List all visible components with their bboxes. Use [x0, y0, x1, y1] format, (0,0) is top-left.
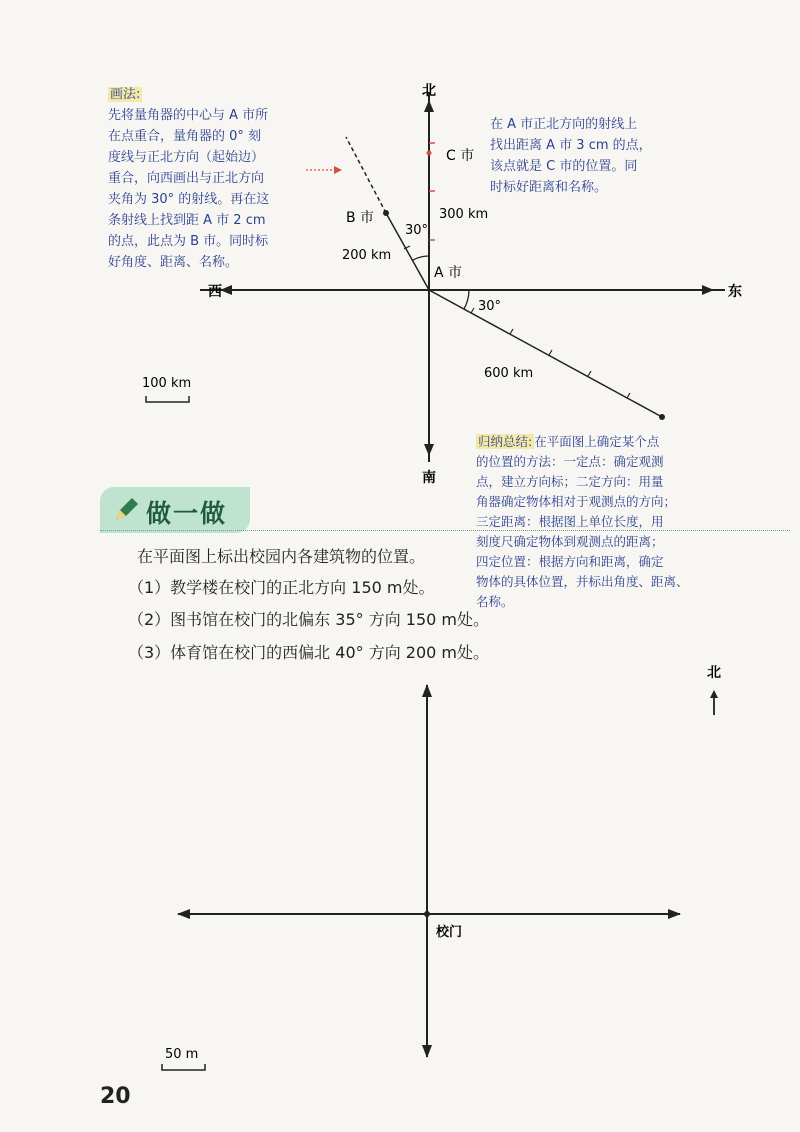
compass-arrow-head — [710, 690, 718, 698]
scale-label-2: 50 m — [165, 1047, 199, 1062]
campus-west-arrow — [177, 909, 190, 919]
summary-note-line: 三定距离：根据图上单位长度，用 — [476, 514, 664, 529]
campus-east-arrow — [668, 909, 681, 919]
ray-b-extension — [346, 137, 386, 213]
summary-note-line: 物体的具体位置，并标出角度、距离、 — [476, 574, 689, 589]
distance-d-label: 600 km — [484, 366, 534, 381]
summary-note-line: 四定位置：根据方向和距离，确定 — [476, 554, 664, 569]
summary-note — [476, 432, 736, 612]
exercise-intro: 在平面图上标出校园内各建筑物的位置。 — [137, 547, 426, 566]
east-arrow — [702, 285, 714, 295]
city-c-label: C 市 — [446, 148, 475, 164]
angle-d-label: 30° — [478, 299, 502, 314]
campus-north-axis-arrow — [422, 684, 432, 697]
scale-bar-2 — [162, 1064, 205, 1070]
city-c-note — [490, 114, 690, 198]
note-pointer-arrow — [334, 166, 342, 174]
method-note-line: 度线与正北方向（起始边） — [108, 150, 265, 165]
city-c-note-line: 找出距离 A 市 3 cm 的点， — [490, 138, 652, 153]
west-label: 西 — [208, 284, 222, 300]
page-number: 20 — [100, 1084, 131, 1109]
exercise-divider — [100, 530, 790, 531]
summary-note-line: 的位置的方法：一定点：确定观测 — [476, 454, 664, 469]
summary-note-label: 归纳总结: — [478, 434, 533, 449]
method-note-line: 先将量角器的中心与 A 市所 — [108, 108, 269, 123]
campus-diagram — [0, 660, 800, 1080]
angle-arc-d — [464, 290, 469, 309]
exercise-item-2: （2）图书馆在校门的北偏东 35° 方向 150 m处。 — [128, 610, 490, 629]
summary-note-line: 点，建立方向标；二定方向：用量 — [476, 474, 664, 489]
summary-note-line: 在平面图上确定某个点 — [534, 434, 660, 449]
point-d — [659, 414, 665, 420]
method-note-line: 夹角为 30° 的射线。再在这 — [108, 192, 270, 207]
city-c-note-line: 在 A 市正北方向的射线上 — [490, 117, 638, 132]
campus-south-axis-arrow — [422, 1045, 432, 1058]
ray-d-ticks — [471, 308, 630, 398]
south-label: 南 — [422, 470, 436, 486]
exercise-heading: 做一做 — [146, 499, 228, 528]
method-note-line: 条射线上找到距 A 市 2 cm — [108, 213, 266, 228]
method-note-line: 好角度、距离、名称。 — [108, 255, 239, 270]
method-note-line: 重合，向西画出与正北方向 — [108, 171, 265, 186]
angle-arc-b — [413, 256, 429, 260]
north-arrow — [424, 100, 434, 112]
method-note-label: 画法: — [110, 87, 141, 102]
city-c-point — [427, 151, 432, 156]
angle-b-label: 30° — [405, 223, 429, 238]
method-note — [108, 84, 313, 273]
city-c-note-line: 该点就是 C 市的位置。同 — [490, 159, 638, 174]
summary-note-line: 名称。 — [476, 594, 514, 609]
city-c-note-line: 时标好距离和名称。 — [490, 180, 608, 195]
scale-label-1: 100 km — [142, 376, 192, 391]
south-arrow — [424, 444, 434, 456]
school-gate-label: 校门 — [436, 925, 463, 940]
method-note-line: 在点重合，量角器的 0° 刻 — [108, 129, 262, 144]
compass-north-label: 北 — [707, 665, 721, 681]
scale-bar-1 — [146, 396, 189, 402]
distance-c-label: 300 km — [439, 207, 489, 222]
north-label: 北 — [422, 83, 436, 99]
distance-b-label: 200 km — [342, 248, 392, 263]
method-note-line: 的点，此点为 B 市。同时标 — [108, 234, 269, 249]
school-gate-point — [424, 911, 430, 917]
exercise-item-3: （3）体育馆在校门的西偏北 40° 方向 200 m处。 — [128, 643, 490, 662]
city-a-label: A 市 — [434, 265, 463, 281]
east-label: 东 — [728, 284, 742, 300]
city-b-point — [383, 210, 389, 216]
city-b-label: B 市 — [346, 210, 375, 226]
exercise-item-1: （1）教学楼在校门的正北方向 150 m处。 — [128, 578, 435, 597]
pencil-icon — [112, 496, 140, 524]
summary-note-line: 刻度尺确定物体到观测点的距离； — [476, 534, 664, 549]
summary-note-line: 角器确定物体相对于观测点的方向； — [476, 494, 677, 509]
